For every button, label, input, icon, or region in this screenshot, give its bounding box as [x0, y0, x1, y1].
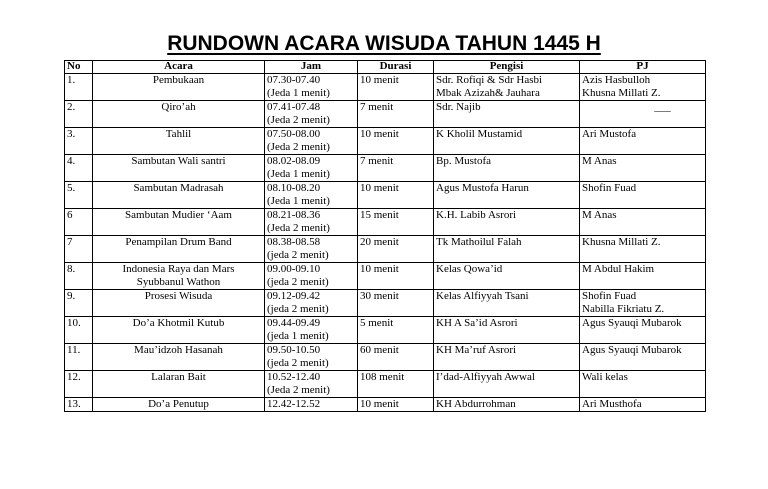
cell-pj	[580, 263, 706, 290]
cell-pengisi	[434, 101, 580, 128]
cell-durasi: 7 menit	[358, 101, 434, 128]
cell-pengisi	[434, 371, 580, 398]
table-row	[65, 209, 706, 236]
table-row	[65, 344, 706, 371]
cell-acara	[93, 398, 265, 412]
header-no: No	[65, 61, 93, 74]
acara-line: Syubbanul Wathon	[136, 276, 221, 288]
pj-line: M Anas	[582, 155, 617, 167]
pengisi-line: Kelas Alfiyyah Tsani	[436, 290, 529, 302]
cell-jam	[265, 371, 358, 398]
cell-pj	[580, 182, 706, 209]
pengisi-line: Agus Mustofa Harun	[436, 182, 529, 194]
cell-acara	[93, 209, 265, 236]
pj-line: M Abdul Hakim	[582, 263, 655, 275]
jam-break: (Jeda 1 menit)	[267, 168, 330, 180]
cell-jam	[265, 398, 358, 412]
jam-break: (Jeda 2 menit)	[267, 384, 330, 396]
cell-durasi: 15 menit	[358, 209, 434, 236]
pengisi-line: K Kholil Mustamid	[436, 128, 523, 140]
cell-no: 11.	[65, 344, 93, 371]
cell-pengisi	[434, 128, 580, 155]
jam-break: (Jeda 1 menit)	[267, 87, 330, 99]
cell-jam	[265, 236, 358, 263]
cell-jam	[265, 290, 358, 317]
cell-jam	[265, 128, 358, 155]
pengisi-line: Bp. Mustofa	[436, 155, 491, 167]
cell-acara	[93, 128, 265, 155]
pj-line: Ari Mustofa	[582, 128, 637, 140]
acara-line: Mau’idzoh Hasanah	[134, 344, 223, 356]
jam-time: 09.44-09.49	[267, 317, 321, 329]
header-durasi: Durasi	[358, 61, 434, 74]
cell-no: 5.	[65, 182, 93, 209]
cell-pj	[580, 398, 706, 412]
acara-line: Do’a Khotmil Kutub	[132, 317, 225, 329]
pj-blank-line: ___	[654, 101, 671, 113]
table-row	[65, 236, 706, 263]
cell-durasi: 108 menit	[358, 371, 434, 398]
jam-time: 07.50-08.00	[267, 128, 321, 140]
cell-jam	[265, 263, 358, 290]
pj-line: Agus Syauqi Mubarok	[582, 317, 682, 329]
cell-pengisi	[434, 236, 580, 263]
jam-break: (Jeda 2 menit)	[267, 222, 330, 234]
jam-time: 12.42-12.52	[267, 398, 321, 410]
jam-time: 08.02-08.09	[267, 155, 321, 167]
pengisi-line: K.H. Labib Asrori	[436, 209, 517, 221]
cell-no: 7	[65, 236, 93, 263]
pj-line: Khusna Millati Z.	[582, 87, 661, 99]
cell-pj	[580, 155, 706, 182]
acara-line: Do’a Penutup	[148, 398, 209, 410]
jam-time: 10.52-12.40	[267, 371, 321, 383]
cell-pengisi	[434, 209, 580, 236]
cell-jam	[265, 317, 358, 344]
cell-no: 9.	[65, 290, 93, 317]
pj-line: Khusna Millati Z.	[582, 236, 661, 248]
cell-acara	[93, 101, 265, 128]
header-acara: Acara	[93, 61, 265, 74]
acara-line: Sambutan Mudier ‘Aam	[125, 209, 232, 221]
cell-durasi: 10 menit	[358, 182, 434, 209]
header-pengisi: Pengisi	[434, 61, 580, 74]
cell-durasi: 20 menit	[358, 236, 434, 263]
header-pj: PJ	[580, 61, 706, 74]
acara-line: Pembukaan	[152, 74, 205, 86]
cell-no: 1.	[65, 74, 93, 101]
jam-break: (Jeda 1 menit)	[267, 195, 330, 207]
table-row	[65, 101, 706, 128]
table-row	[65, 74, 706, 101]
cell-acara	[93, 317, 265, 344]
pj-line: Nabilla Fikriatu Z.	[582, 303, 665, 315]
cell-pengisi	[434, 317, 580, 344]
jam-time: 08.21-08.36	[267, 209, 321, 221]
table-row	[65, 182, 706, 209]
cell-pj	[580, 101, 706, 128]
cell-pengisi	[434, 263, 580, 290]
cell-pj	[580, 236, 706, 263]
jam-break: (jeda 2 menit)	[267, 249, 329, 261]
cell-pj	[580, 74, 706, 101]
header-jam: Jam	[265, 61, 358, 74]
cell-no: 13.	[65, 398, 93, 412]
table-row	[65, 128, 706, 155]
pengisi-line: Kelas Qowa’id	[436, 263, 503, 275]
cell-acara	[93, 263, 265, 290]
table-row	[65, 371, 706, 398]
pj-line: Shofin Fuad	[582, 290, 637, 302]
cell-pengisi	[434, 74, 580, 101]
table-row	[65, 317, 706, 344]
jam-break: (Jeda 2 menit)	[267, 114, 330, 126]
pengisi-line: KH A Sa’id Asrori	[436, 317, 518, 329]
cell-pj	[580, 344, 706, 371]
cell-durasi: 10 menit	[358, 263, 434, 290]
cell-no: 4.	[65, 155, 93, 182]
cell-pengisi	[434, 344, 580, 371]
acara-line: Tahlil	[165, 128, 192, 140]
table-row	[65, 398, 706, 412]
jam-break: (Jeda 2 menit)	[267, 141, 330, 153]
cell-acara	[93, 155, 265, 182]
acara-line: Indonesia Raya dan Mars	[122, 263, 235, 275]
cell-pengisi	[434, 182, 580, 209]
cell-pj	[580, 290, 706, 317]
acara-line: Prosesi Wisuda	[144, 290, 213, 302]
cell-durasi: 7 menit	[358, 155, 434, 182]
cell-jam	[265, 155, 358, 182]
cell-durasi: 60 menit	[358, 344, 434, 371]
jam-time: 09.12-09.42	[267, 290, 321, 302]
jam-time: 09.50-10.50	[267, 344, 321, 356]
cell-no: 2.	[65, 101, 93, 128]
rundown-table	[64, 60, 706, 412]
jam-break: (jeda 2 menit)	[267, 357, 329, 369]
cell-durasi: 10 menit	[358, 128, 434, 155]
table-header-row	[65, 61, 706, 74]
pengisi-line: Sdr. Rofiqi & Sdr Hasbi	[436, 74, 543, 86]
jam-break: (jeda 1 menit)	[267, 330, 329, 342]
jam-time: 08.10-08.20	[267, 182, 321, 194]
cell-durasi: 5 menit	[358, 317, 434, 344]
cell-durasi: 30 menit	[358, 290, 434, 317]
pengisi-line: Sdr. Najib	[436, 101, 481, 113]
cell-acara	[93, 290, 265, 317]
cell-pj	[580, 209, 706, 236]
cell-pengisi	[434, 398, 580, 412]
pengisi-line: I’dad-Alfiyyah Awwal	[436, 371, 535, 383]
acara-line: Sambutan Madrasah	[133, 182, 224, 194]
jam-time: 07.41-07.48	[267, 101, 321, 113]
cell-acara	[93, 371, 265, 398]
cell-jam	[265, 209, 358, 236]
pengisi-line: Tk Mathoilul Falah	[436, 236, 522, 248]
pj-line: Agus Syauqi Mubarok	[582, 344, 682, 356]
pj-line: Ari Musthofa	[582, 398, 642, 410]
cell-pj	[580, 128, 706, 155]
acara-line: Qiro’ah	[161, 101, 196, 113]
page-title: RUNDOWN ACARA WISUDA TAHUN 1445 H	[167, 32, 601, 55]
cell-pengisi	[434, 290, 580, 317]
table-row	[65, 290, 706, 317]
cell-no: 6	[65, 209, 93, 236]
pj-line: Azis Hasbulloh	[582, 74, 651, 86]
cell-jam	[265, 101, 358, 128]
jam-break: (jeda 2 menit)	[267, 303, 329, 315]
cell-durasi: 10 menit	[358, 74, 434, 101]
pj-line: Shofin Fuad	[582, 182, 637, 194]
jam-time: 09.00-09.10	[267, 263, 321, 275]
jam-time: 07.30-07.40	[267, 74, 321, 86]
acara-line: Penampilan Drum Band	[125, 236, 232, 248]
pengisi-line: Mbak Azizah& Jauhara	[436, 87, 540, 99]
cell-acara	[93, 236, 265, 263]
cell-pengisi	[434, 155, 580, 182]
cell-no: 10.	[65, 317, 93, 344]
table-row	[65, 263, 706, 290]
cell-jam	[265, 74, 358, 101]
cell-no: 3.	[65, 128, 93, 155]
cell-acara	[93, 74, 265, 101]
cell-pj	[580, 317, 706, 344]
jam-time: 08.38-08.58	[267, 236, 321, 248]
cell-pj	[580, 371, 706, 398]
table-row	[65, 155, 706, 182]
pj-line: Wali kelas	[582, 371, 628, 383]
pengisi-line: KH Ma’ruf Asrori	[436, 344, 517, 356]
cell-jam	[265, 182, 358, 209]
cell-jam	[265, 344, 358, 371]
acara-line: Lalaran Bait	[151, 371, 206, 383]
cell-acara	[93, 182, 265, 209]
pj-line: M Anas	[582, 209, 617, 221]
jam-break: (jeda 2 menit)	[267, 276, 329, 288]
acara-line: Sambutan Wali santri	[131, 155, 226, 167]
pengisi-line: KH Abdurrohman	[436, 398, 516, 410]
cell-durasi: 10 menit	[358, 398, 434, 412]
cell-no: 12.	[65, 371, 93, 398]
cell-acara	[93, 344, 265, 371]
cell-no: 8.	[65, 263, 93, 290]
